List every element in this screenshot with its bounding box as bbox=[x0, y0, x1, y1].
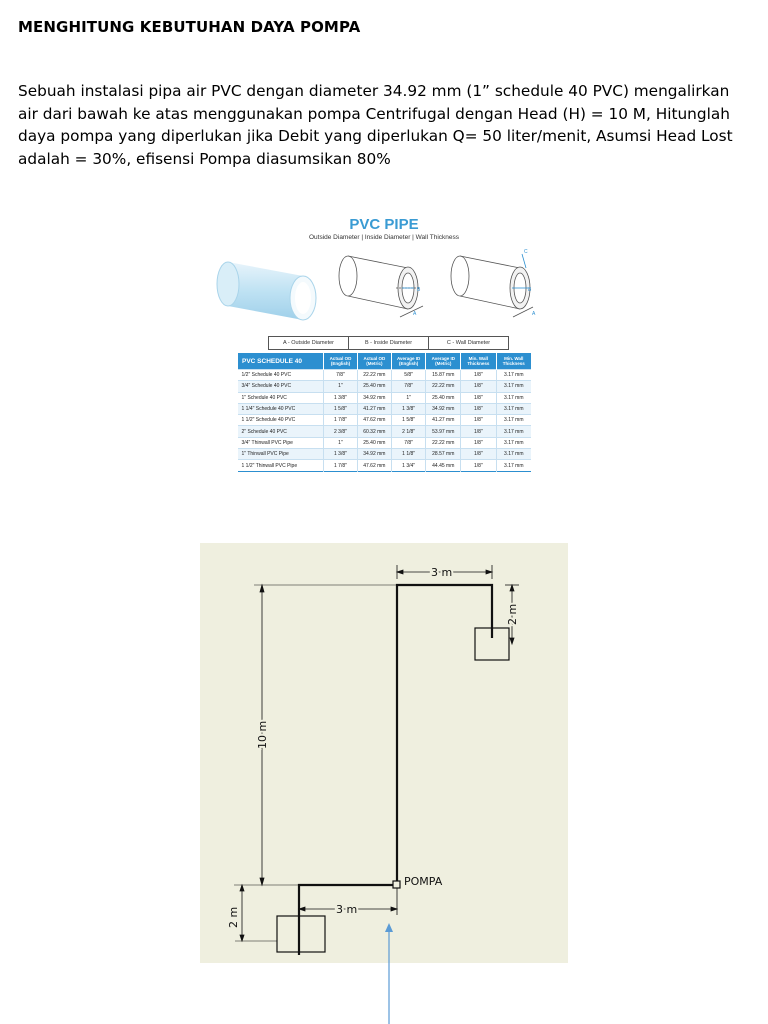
problem-line: air dari bawah ke atas menggunakan pompa Centrifugal dengan Head (H) = 10 M, Hitunglah bbox=[18, 104, 730, 123]
table-cell: 1 1/8" bbox=[391, 449, 426, 460]
table-cell: 28.57 mm bbox=[426, 449, 461, 460]
pvc-schedule-table bbox=[237, 353, 531, 472]
table-cell: 3/4" Thinwall PVC Pipe bbox=[238, 437, 324, 448]
page-title: MENGHITUNG KEBUTUHAN DAYA POMPA bbox=[18, 18, 361, 36]
pvc-legend bbox=[268, 336, 509, 350]
table-cell: 60.32 mm bbox=[357, 426, 391, 437]
outline-pipe-1 bbox=[339, 256, 423, 317]
legend-item: A - Outside Diameter bbox=[282, 340, 335, 346]
problem-line: daya pompa yang diperlukan jika Debit yang diperlukan Q= 50 liter/menit, Asumsi Head Lost bbox=[18, 127, 733, 145]
column-header: Min. Wall Thickness bbox=[461, 353, 496, 370]
table-cell: 44.45 mm bbox=[426, 460, 461, 471]
pvc-pipe-illustrations bbox=[208, 242, 560, 337]
table-cell: 25.40 mm bbox=[357, 381, 391, 392]
table-cell: 2 1/8" bbox=[391, 426, 426, 437]
table-cell: 3.17 mm bbox=[496, 392, 531, 403]
lower-tank bbox=[277, 916, 325, 952]
pump-installation-diagram bbox=[200, 543, 568, 963]
table-header-row bbox=[238, 353, 532, 370]
table-cell: 34.92 mm bbox=[357, 392, 391, 403]
table-cell: 2" Schedule 40 PVC bbox=[238, 426, 324, 437]
problem-line: Sebuah instalasi pipa air PVC dengan diameter 34.92 mm (1” schedule 40 PVC) mengalirkan bbox=[18, 82, 730, 100]
table-cell: 22.22 mm bbox=[426, 381, 461, 392]
label-a-2: A bbox=[532, 311, 536, 317]
label-c: C bbox=[524, 249, 528, 255]
pvc-pipe-figure bbox=[208, 212, 538, 474]
table-cell: 3.17 mm bbox=[496, 415, 531, 426]
table-cell: 1/8" bbox=[461, 403, 496, 414]
column-header: Average ID (Metric) bbox=[426, 353, 461, 370]
problem-statement bbox=[18, 80, 753, 170]
table-cell: 1" Thinwall PVC Pipe bbox=[238, 449, 324, 460]
table-cell: 1/8" bbox=[461, 449, 496, 460]
table-row bbox=[238, 426, 532, 437]
table-cell: 2 3/8" bbox=[324, 426, 358, 437]
table-cell: 1 3/8" bbox=[391, 403, 426, 414]
table-cell: 1 7/8" bbox=[324, 460, 358, 471]
table-cell: 3.17 mm bbox=[496, 381, 531, 392]
table-row bbox=[238, 460, 532, 471]
dim-top-drop: 2 m bbox=[506, 603, 519, 625]
table-cell: 15.87 mm bbox=[426, 370, 461, 381]
dim-bottom-length: 3 m bbox=[336, 903, 358, 916]
label-b-1: B bbox=[417, 287, 421, 293]
legend-item: C - Wall Diameter bbox=[428, 337, 508, 349]
table-cell: 1" Schedule 40 PVC bbox=[238, 392, 324, 403]
table-cell: 1/2" Schedule 40 PVC bbox=[238, 370, 324, 381]
label-b-2: B bbox=[528, 287, 532, 293]
table-cell: 1/8" bbox=[461, 460, 496, 471]
table-row bbox=[238, 403, 532, 414]
table-cell: 1/8" bbox=[461, 415, 496, 426]
table-cell: 22.22 mm bbox=[426, 437, 461, 448]
table-cell: 1 1/2" Schedule 40 PVC bbox=[238, 415, 324, 426]
pump-label: POMPA bbox=[404, 875, 443, 888]
problem-line: adalah = 30%, efisensi Pompa diasumsikan 80% bbox=[18, 149, 391, 168]
solid-pipe-image bbox=[217, 262, 316, 320]
pvc-figure-title: PVC PIPE bbox=[349, 216, 419, 233]
table-cell: 1/8" bbox=[461, 437, 496, 448]
table-cell: 3.17 mm bbox=[496, 449, 531, 460]
pvc-figure-subtitle: Outside Diameter | Inside Diameter | Wall Thickness bbox=[308, 234, 460, 241]
table-cell: 3.17 mm bbox=[496, 370, 531, 381]
table-row bbox=[238, 449, 532, 460]
table-cell: 3.17 mm bbox=[496, 437, 531, 448]
column-header: Average ID (English) bbox=[391, 353, 426, 370]
table-cell: 1 1/2" Thinwall PVC Pipe bbox=[238, 460, 324, 471]
column-header: Min. Wall Thickness bbox=[496, 353, 531, 370]
table-cell: 3.17 mm bbox=[496, 426, 531, 437]
table-cell: 25.40 mm bbox=[357, 437, 391, 448]
table-cell: 25.40 mm bbox=[426, 392, 461, 403]
table-cell: 1 3/8" bbox=[324, 449, 358, 460]
pipe-system-drawing bbox=[200, 543, 568, 963]
table-cell: 34.92 mm bbox=[426, 403, 461, 414]
flow-arrow-icon bbox=[382, 922, 396, 1024]
pipeline bbox=[299, 585, 492, 955]
table-cell: 1/8" bbox=[461, 426, 496, 437]
table-cell: 1/8" bbox=[461, 370, 496, 381]
legend-item: B - Inside Diameter bbox=[348, 337, 428, 349]
table-cell: 3/4" Schedule 40 PVC bbox=[238, 381, 324, 392]
column-header: Actual OD (Metric) bbox=[357, 353, 391, 370]
outline-pipe-2 bbox=[451, 254, 533, 317]
table-cell: 1 3/8" bbox=[324, 392, 358, 403]
table-cell: 41.27 mm bbox=[426, 415, 461, 426]
table-cell: 47.62 mm bbox=[357, 415, 391, 426]
table-cell: 5/8" bbox=[391, 370, 426, 381]
table-cell: 1 7/8" bbox=[324, 415, 358, 426]
table-row bbox=[238, 381, 532, 392]
table-row bbox=[238, 437, 532, 448]
table-row bbox=[238, 415, 532, 426]
table-cell: 1 5/8" bbox=[324, 403, 358, 414]
table-cell: 1 1/4" Schedule 40 PVC bbox=[238, 403, 324, 414]
table-cell: 7/8" bbox=[391, 437, 426, 448]
table-cell: 1 3/4" bbox=[391, 460, 426, 471]
table-cell: 1" bbox=[391, 392, 426, 403]
column-header: Actual OD (English) bbox=[324, 353, 358, 370]
dim-vertical-height: 10 m bbox=[256, 720, 269, 749]
table-cell: 47.62 mm bbox=[357, 460, 391, 471]
table-cell: 1 5/8" bbox=[391, 415, 426, 426]
table-cell: 3.17 mm bbox=[496, 460, 531, 471]
table-cell: 3.17 mm bbox=[496, 403, 531, 414]
dim-top-length: 3 m bbox=[431, 566, 453, 579]
table-cell: 34.92 mm bbox=[357, 449, 391, 460]
table-cell: 1/8" bbox=[461, 392, 496, 403]
column-header: PVC SCHEDULE 40 bbox=[238, 353, 324, 370]
table-cell: 1" bbox=[324, 381, 358, 392]
label-a-1: A bbox=[413, 311, 417, 317]
table-cell: 22.22 mm bbox=[357, 370, 391, 381]
table-cell: 53.97 mm bbox=[426, 426, 461, 437]
table-row bbox=[238, 392, 532, 403]
table-cell: 41.27 mm bbox=[357, 403, 391, 414]
table-cell: 1/8" bbox=[461, 381, 496, 392]
table-cell: 7/8" bbox=[324, 370, 358, 381]
dim-bottom-depth: 2 m bbox=[227, 906, 240, 928]
table-cell: 7/8" bbox=[391, 381, 426, 392]
table-cell: 1" bbox=[324, 437, 358, 448]
table-row bbox=[238, 370, 532, 381]
pump-symbol bbox=[393, 881, 400, 888]
pvc-table-body bbox=[238, 370, 532, 472]
